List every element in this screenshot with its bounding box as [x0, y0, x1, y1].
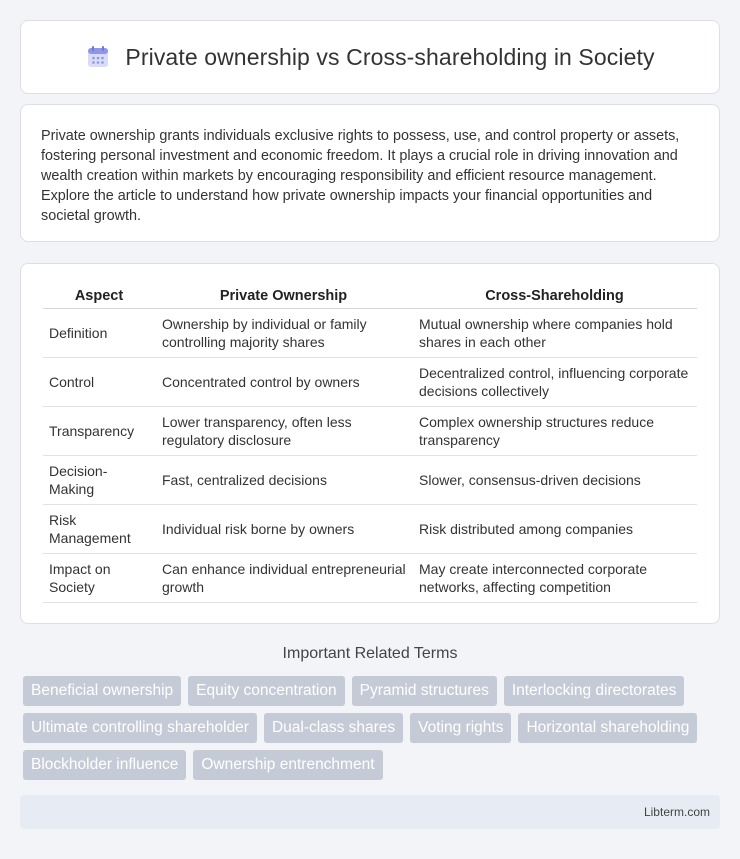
- page-title: Private ownership vs Cross-shareholding in Society: [125, 43, 655, 70]
- comparison-table: [43, 286, 697, 603]
- title-wrap: [85, 44, 654, 71]
- intro-text: Private ownership grants individuals exclusive rights to possess, use, and control property or assets, fostering personal investment and economic freedom. It plays a crucial role in driving innovation and wealth creation within markets by encouraging responsibility and efficient resource management. Explore the article to understand how private ownership impacts your financial opportunities and societal growth.: [41, 128, 680, 224]
- aspect-cell: Control: [43, 357, 155, 406]
- cross-shareholding-cell: May create interconnected corporate networks, affecting competition: [412, 553, 697, 602]
- table-row: [43, 553, 697, 602]
- private-ownership-cell: Concentrated control by owners: [155, 357, 412, 406]
- aspect-cell: Impact on Society: [43, 553, 155, 602]
- intro-card: [20, 104, 720, 242]
- related-term-tag[interactable]: Pyramid structures: [352, 676, 497, 706]
- aspect-cell: Risk Management: [43, 504, 155, 553]
- cross-shareholding-cell: Decentralized control, influencing corporate decisions collectively: [412, 357, 697, 406]
- table-row: [43, 504, 697, 553]
- private-ownership-cell: Lower transparency, often less regulatory disclosure: [155, 406, 412, 455]
- title-card: [20, 20, 720, 94]
- related-terms-heading: Important Related Terms: [282, 645, 458, 662]
- calendar-icon: [85, 44, 111, 70]
- aspect-cell: Decision-Making: [43, 455, 155, 504]
- related-terms-list: [23, 676, 723, 780]
- column-header-aspect: Aspect: [43, 286, 155, 308]
- related-term-tag[interactable]: Ownership entrenchment: [193, 750, 382, 780]
- cross-shareholding-cell: Slower, consensus-driven decisions: [412, 455, 697, 504]
- related-term-tag[interactable]: Dual-class shares: [264, 713, 403, 743]
- table-header-row: [43, 286, 697, 308]
- related-term-tag[interactable]: Interlocking directorates: [504, 676, 685, 706]
- private-ownership-cell: Ownership by individual or family controlling majority shares: [155, 308, 412, 357]
- column-header-cross-shareholding: Cross-Shareholding: [412, 286, 697, 308]
- related-term-tag[interactable]: Blockholder influence: [23, 750, 186, 780]
- comparison-card: [20, 263, 720, 624]
- aspect-cell: Definition: [43, 308, 155, 357]
- cross-shareholding-cell: Risk distributed among companies: [412, 504, 697, 553]
- related-term-tag[interactable]: Ultimate controlling shareholder: [23, 713, 257, 743]
- related-term-tag[interactable]: Voting rights: [410, 713, 511, 743]
- related-term-tag[interactable]: Horizontal shareholding: [518, 713, 697, 743]
- table-row: [43, 455, 697, 504]
- related-term-tag[interactable]: Beneficial ownership: [23, 676, 181, 706]
- private-ownership-cell: Individual risk borne by owners: [155, 504, 412, 553]
- footer-site-link[interactable]: Libterm.com: [643, 805, 710, 819]
- related-term-tag[interactable]: Equity concentration: [188, 676, 344, 706]
- private-ownership-cell: Can enhance individual entrepreneurial growth: [155, 553, 412, 602]
- cross-shareholding-cell: Mutual ownership where companies hold shares in each other: [412, 308, 697, 357]
- table-row: [43, 357, 697, 406]
- private-ownership-cell: Fast, centralized decisions: [155, 455, 412, 504]
- table-row: [43, 406, 697, 455]
- footer: [20, 795, 720, 829]
- column-header-private-ownership: Private Ownership: [155, 286, 412, 308]
- aspect-cell: Transparency: [43, 406, 155, 455]
- cross-shareholding-cell: Complex ownership structures reduce transparency: [412, 406, 697, 455]
- table-row: [43, 308, 697, 357]
